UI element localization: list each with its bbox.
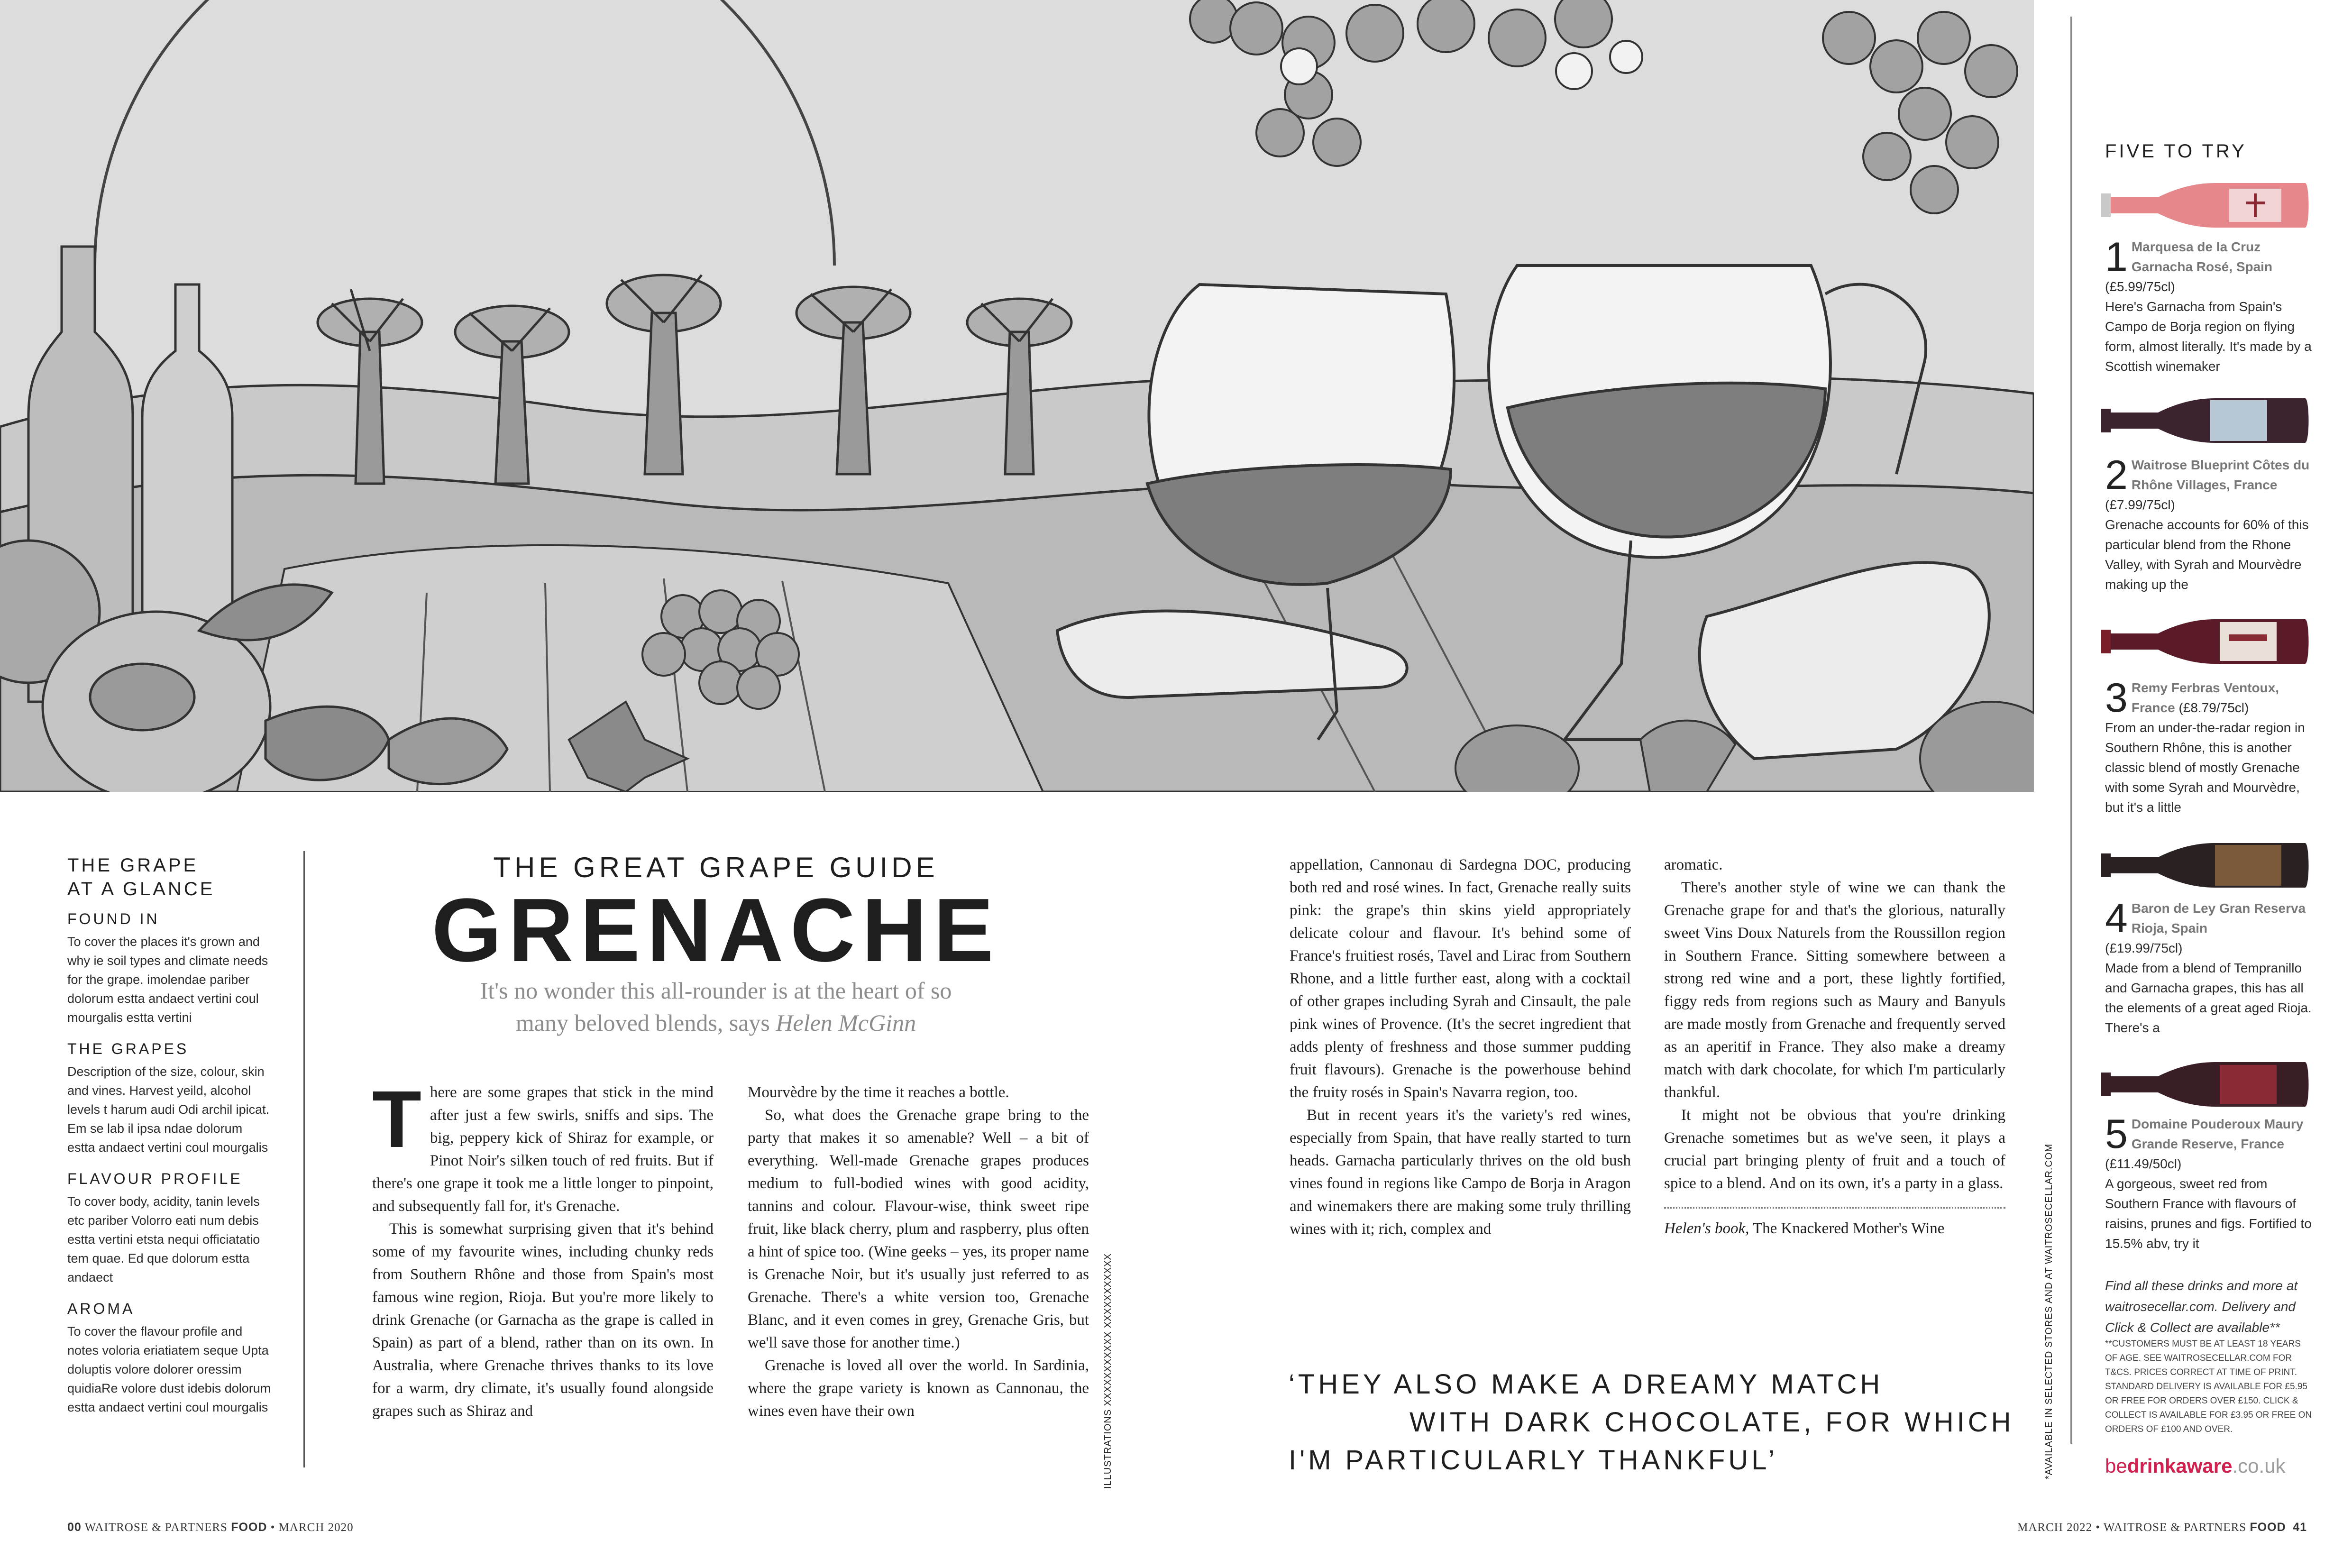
grape-at-a-glance-panel	[67, 853, 271, 1417]
section-text-flavour-profile: To cover body, acidity, tanin levels etc pariber Volorro eati num debis estta vertini etsta nequi officiatatio tem quae. Ed que dolorum estta andaect	[67, 1194, 260, 1284]
article-kicker: THE GREAT GRAPE GUIDE	[493, 852, 939, 883]
folio-left	[67, 1521, 354, 1534]
panel-divider	[303, 851, 305, 1467]
pull-quote-line3: I'M PARTICULARLY THANKFUL’	[1289, 1445, 1778, 1476]
wine-price: (£8.79/75cl)	[2175, 700, 2249, 715]
wine-price: (£5.99/75cl)	[2105, 279, 2175, 294]
terms-and-conditions: **CUSTOMERS MUST BE AT LEAST 18 YEARS OF AGE. SEE WAITROSECELLAR.COM FOR T&CS. PRICES CORRECT AT TIME OF PRINT. STANDARD DELIVERY IS AVAILABLE FOR £5.95 OR FREE FOR ORDERS OVER £150. CLICK & COLLECT IS AVAILABLE FOR £3.95 OR FREE ON ORDERS OF £100 AND OVER.	[2105, 1339, 2312, 1434]
drop-cap: T	[372, 1074, 421, 1165]
panel-title-line1: THE GRAPE	[67, 855, 199, 876]
wine-price: (£19.99/75cl)	[2105, 941, 2183, 955]
article-column-1	[372, 1074, 714, 1422]
wine-bottle-4-icon	[2101, 839, 2310, 891]
wine-name: Remy Ferbras Ventoux, France	[2131, 680, 2279, 715]
article-column-4	[1664, 853, 2005, 1240]
wine-bottle-3-icon	[2101, 615, 2310, 668]
wine-number: 1	[2105, 234, 2128, 280]
wine-price: (£7.99/75cl)	[2105, 497, 2175, 512]
pull-quote-line1: ‘THEY ALSO MAKE A DREAMY MATCH	[1289, 1369, 1884, 1400]
section-heading-aroma: AROMA	[67, 1300, 135, 1317]
paragraph: Grenache is loved all over the world. In Sardinia, where the grape variety is known as Cannonau, the wines even have their own	[748, 1357, 1089, 1420]
logo-aware: aware	[2176, 1455, 2233, 1477]
wine-item-3	[2105, 675, 2314, 817]
vineyard-wine-illustration	[0, 0, 2034, 792]
wine-item-5	[2105, 1111, 2314, 1254]
paragraph: Mourvèdre by the time it reaches a bottle.	[748, 1084, 1009, 1101]
wine-name: Waitrose Blueprint Côtes du Rhône Villages, France	[2131, 458, 2310, 492]
wine-description: From an under-the-radar region in Southern Rhône, this is another classic blend of mostly Grenache with some Syrah and Mourvèdre, but it's a little	[2105, 720, 2305, 815]
page-number-right: 41	[2293, 1521, 2307, 1534]
paragraph: aromatic.	[1664, 856, 1723, 873]
five-to-try-title: FIVE TO TRY	[2105, 141, 2247, 162]
section-text-the-grapes: Description of the size, colour, skin and vines. Harvest yeild, alcohol levels t harum audi Odi archil ipicat. Em se lab il ipsa ndae dolorum estta andaect vertini coul mourgalis	[67, 1064, 270, 1155]
wine-item-1	[2105, 234, 2314, 376]
folio-right	[2017, 1521, 2307, 1534]
pull-quote-line2: WITH DARK CHOCOLATE, FOR WHICH	[1409, 1407, 2014, 1438]
section-heading-found-in: FOUND IN	[67, 910, 160, 927]
book-note-label: Helen's book,	[1664, 1220, 1749, 1237]
find-all-note: Find all these drinks and more at waitrosecellar.com. Delivery and Click & Collect are available**	[2105, 1278, 2298, 1335]
panel-title-line2: AT A GLANCE	[67, 879, 215, 899]
availability-credit-text: *AVAILABLE IN SELECTED STORES AND AT WAITROSECELLAR.COM	[2044, 1143, 2054, 1479]
paragraph: There's another style of wine we can thank the Grenache grape for and that's the glorious, naturally sweet Vins Doux Naturels from the Roussillon region in Southern France. Sitting somewhere between a strong red wine and a port, these lightly fortified, figgy reds from regions such as Maury and Banyuls are made mostly from Grenache and frequently served as an aperitif in France. They also make a dreamy match with dark chocolate, for which I'm particularly thankful.	[1664, 879, 2005, 1101]
availability-credit	[2041, 1143, 2060, 1479]
folio-left-text: WAITROSE & PARTNERS	[81, 1521, 231, 1534]
wine-bottle-5-icon	[2101, 1058, 2310, 1110]
wine-description: Made from a blend of Tempranillo and Garnacha grapes, this has all the elements of a great aged Rioja. There's a	[2105, 961, 2312, 1035]
paragraph: So, what does the Grenache grape bring to the party that makes it so amenable? Well – a bit of everything. Well-made Grenache grapes produces medium to full-bodied wines with good acidity, tannins and colour. Flavour-wise, think sweet ripe fruit, like black cherry, plum and raspberry, plus often a hint of spice too. (Wine geeks – yes, its proper name is Grenache Noir, but it's usually just referred to as Grenache. There's a white version too, Grenache Blanc, and it even comes in grey, Grenache Gris, but we'll save those for another time.)	[748, 1107, 1089, 1351]
wine-description: Here's Garnacha from Spain's Campo de Borja region on flying form, almost literally. It's made by a Scottish winemaker	[2105, 299, 2312, 374]
paragraph: It might not be obvious that you're drinking Grenache sometimes but as we've seen, it plays a crucial part bringing plenty of fruit and a touch of spice to a blend. And on its own, it's a party in a glass.	[1664, 1107, 2005, 1192]
drinkaware-logo	[2105, 1455, 2286, 1477]
wine-price: (£11.49/50cl)	[2105, 1156, 2182, 1171]
standfirst-line2: many beloved blends, says	[515, 1009, 776, 1036]
logo-be: be	[2105, 1455, 2127, 1477]
wine-number: 2	[2105, 452, 2128, 498]
logo-tld: .co.uk	[2232, 1455, 2286, 1477]
page-number-left: 00	[67, 1521, 82, 1534]
book-note-title: The Knackered Mother's Wine	[1749, 1220, 1945, 1237]
logo-drink: drink	[2127, 1455, 2176, 1477]
wine-item-2	[2105, 452, 2314, 595]
folio-right-text: MARCH 2022 • WAITROSE & PARTNERS	[2017, 1521, 2250, 1534]
folio-left-date: • MARCH 2020	[267, 1521, 354, 1534]
paragraph	[372, 1074, 714, 1218]
wine-description: A gorgeous, sweet red from Southern France with flavours of raisins, prunes and figs. Fortified to 15.5% abv, try it	[2105, 1176, 2312, 1251]
wine-name: Baron de Ley Gran Reserva Rioja, Spain	[2131, 901, 2306, 935]
section-heading-the-grapes: THE GRAPES	[67, 1040, 189, 1057]
wine-description: Grenache accounts for 60% of this particular blend from the Rhone Valley, with Syrah and Mourvèdre making up the	[2105, 517, 2309, 592]
author-byline: Helen McGinn	[776, 1009, 916, 1036]
book-note	[1664, 1207, 2005, 1240]
illustrations-credit	[1100, 1242, 1119, 1489]
article-headline: GRENACHE	[431, 880, 1000, 981]
wine-bottle-1-icon	[2101, 179, 2310, 231]
illustrations-credit-text: ILLUSTRATIONS XXXXXXXXXXX XXXXXXXXXXX	[1103, 1253, 1113, 1489]
article-column-2	[748, 1081, 1089, 1422]
paragraph-text: here are some grapes that stick in the mind after just a few swirls, sniffs and sips. The big, peppery kick of Shiraz for example, or Pinot Noir's silken touch of red fruits. But if there's one grape it took me a little longer to pinpoint, and subsequently fall for, it's Grenache.	[372, 1084, 714, 1215]
section-text-aroma: To cover the flavour profile and notes voloria eriatiatem seque Upta doluptis volore dolorer oressim quidiaRe volore dust idebis dolorum estta andaect vertini coul mourgalis	[67, 1324, 271, 1414]
paragraph: appellation, Cannonau di Sardegna DOC, producing both red and rosé wines. In fact, Grenache really suits pink: the grape's thin skins yield appropriately delicate colour and flavour. It's behind some of France's fruitiest rosés, Tavel and Lirac from Southern Rhone, and a little further east, along with a cocktail of other grapes including Syrah and Cinsault, the pale pink wines of Provence. (It's the secret ingredient that adds plenty of freshness and those summer pudding fruit flavours). Grenache is the powerhouse behind the fruity rosés in Spain's Navarra region, too.	[1290, 856, 1631, 1101]
paragraph: This is somewhat surprising given that it's behind some of my favourite wines, including chunky reds from Southern Rhône and those from Spain's most famous wine region, Rioja. But you're more likely to drink Grenache (or Garnacha as the grape is called in Spain) as part of a blend, rather than on its own. In Australia, where Grenache thrives thanks to its love for a warm, dry climate, it's usually found alongside grapes such as Shiraz and	[372, 1220, 714, 1420]
article-column-3	[1290, 853, 1631, 1240]
folio-left-food: FOOD	[231, 1521, 267, 1534]
paragraph: But in recent years it's the variety's red wines, especially from Spain, that have really started to turn heads. Garnacha particularly thrives on the old bush vines found in regions like Campo de Borja in Aragon and winemakers there are making some truly thrilling wines with it; rich, complex and	[1290, 1107, 1631, 1238]
wine-number: 5	[2105, 1111, 2128, 1157]
wine-item-4	[2105, 896, 2314, 1038]
folio-right-food: FOOD	[2250, 1521, 2286, 1534]
standfirst-line1: It's no wonder this all-rounder is at the heart of so	[480, 977, 952, 1004]
wine-name: Domaine Pouderoux Maury Grande Reserve, France	[2131, 1117, 2304, 1151]
wine-number: 3	[2105, 675, 2128, 721]
section-heading-flavour-profile: FLAVOUR PROFILE	[67, 1170, 243, 1187]
wine-number: 4	[2105, 896, 2128, 941]
wine-name: Marquesa de la Cruz Garnacha Rosé, Spain	[2131, 239, 2273, 274]
sidebar-divider	[2070, 17, 2072, 1444]
article-standfirst	[379, 974, 1052, 1039]
pull-quote	[1289, 1366, 2028, 1479]
wine-bottle-2-icon	[2101, 394, 2310, 447]
section-text-found-in: To cover the places it's grown and why ie soil types and climate needs for the grape. imolendae pariber dolorum estta andaect vertini coul mourgalis estta vertini	[67, 935, 268, 1025]
